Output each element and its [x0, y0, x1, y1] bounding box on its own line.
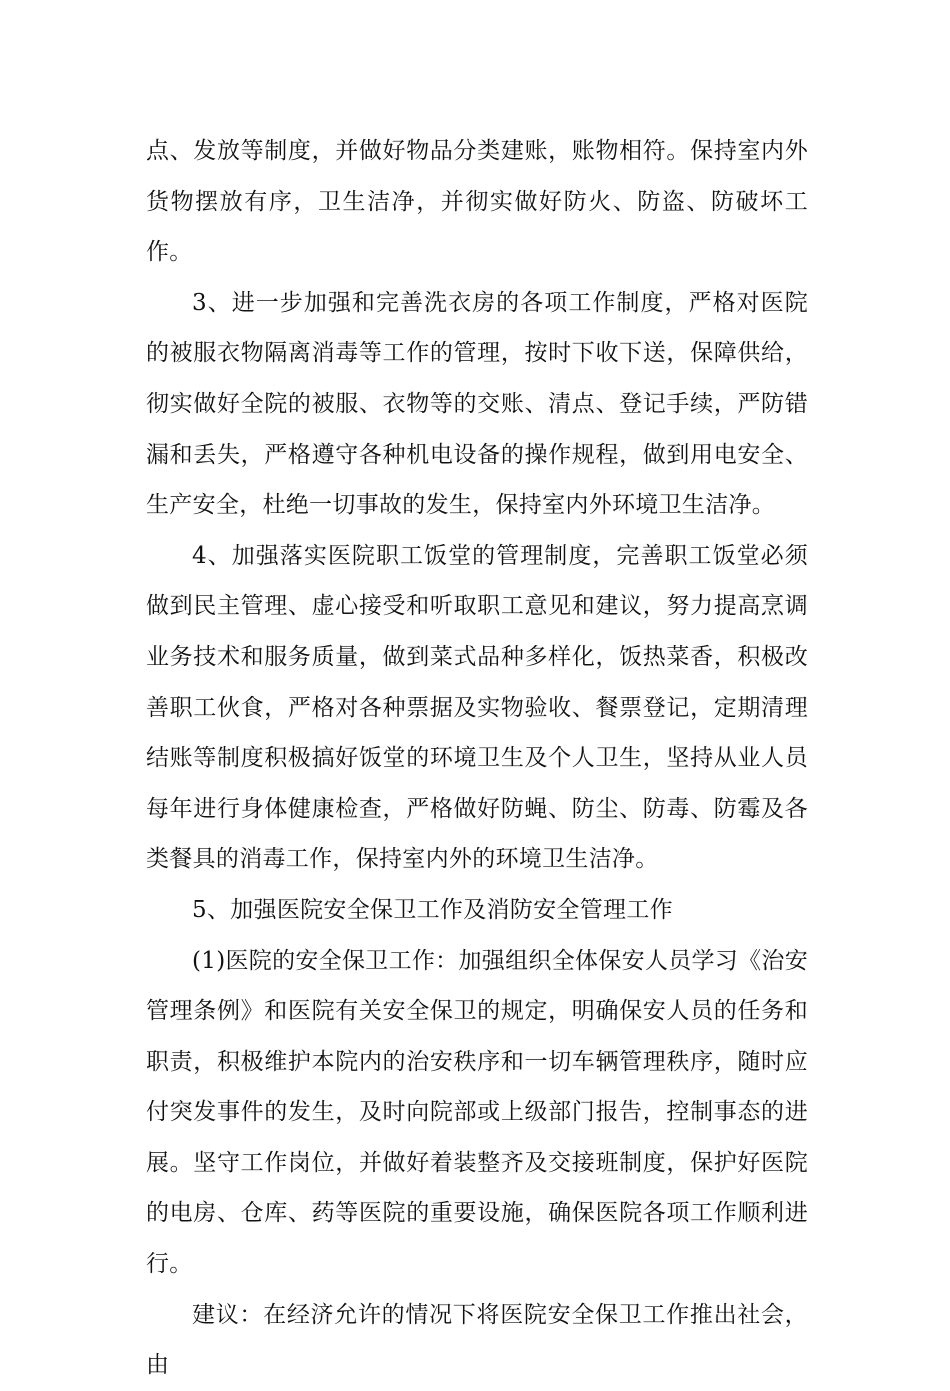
paragraph-security-heading: 5、加强医院安全保卫工作及消防安全管理工作 [192, 896, 673, 923]
paragraph-laundry: 3、进一步加强和完善洗衣房的各项工作制度，严格对医院的被服衣物隔离消毒等工作的管理，按时下收下送，保障供给，彻实做好全院的被服、衣物等的交账、清点、登记手续，严防错漏和丢失，严格遵守各种机电设备的操作规程，做到用电安全、生产安全，杜绝一切事故的发生，保持室内外环境卫生洁净。 [146, 289, 808, 519]
paragraph-canteen: 4、加强落实医院职工饭堂的管理制度，完善职工饭堂必须做到民主管理、虚心接受和听取职工意见和建议，努力提高烹调业务技术和服务质量，做到菜式品种多样化，饭热菜香，积极改善职工伙食，严格对各种票据及实物验收、餐票登记，定期清理结账等制度积极搞好饭堂的环境卫生及个人卫生，坚持从业人员每年进行身体健康检查，严格做好防蝇、防尘、防毒、防霉及各类餐具的消毒工作，保持室内外的环境卫生洁净。 [146, 542, 808, 873]
paragraph-continuation: 点、发放等制度，并做好物品分类建账，账物相符。保持室内外货物摆放有序，卫生洁净，并彻实做好防火、防盗、防破坏工作。 [146, 138, 808, 266]
paragraph-suggestion: 建议：在经济允许的情况下将医院安全保卫工作推出社会，由 [146, 1301, 808, 1379]
document-body [146, 126, 808, 1391]
paragraph-security-work: (1)医院的安全保卫工作：加强组织全体保安人员学习《治安管理条例》和医院有关安全保卫的规定，明确保安人员的任务和职责，积极维护本院内的治安秩序和一切车辆管理秩序，随时应付突发事件的发生，及时向院部或上级部门报告，控制事态的进展。坚守工作岗位，并做好着装整齐及交接班制度，保护好医院的电房、仓库、药等医院的重要设施，确保医院各项工作顺利进行。 [146, 947, 808, 1278]
